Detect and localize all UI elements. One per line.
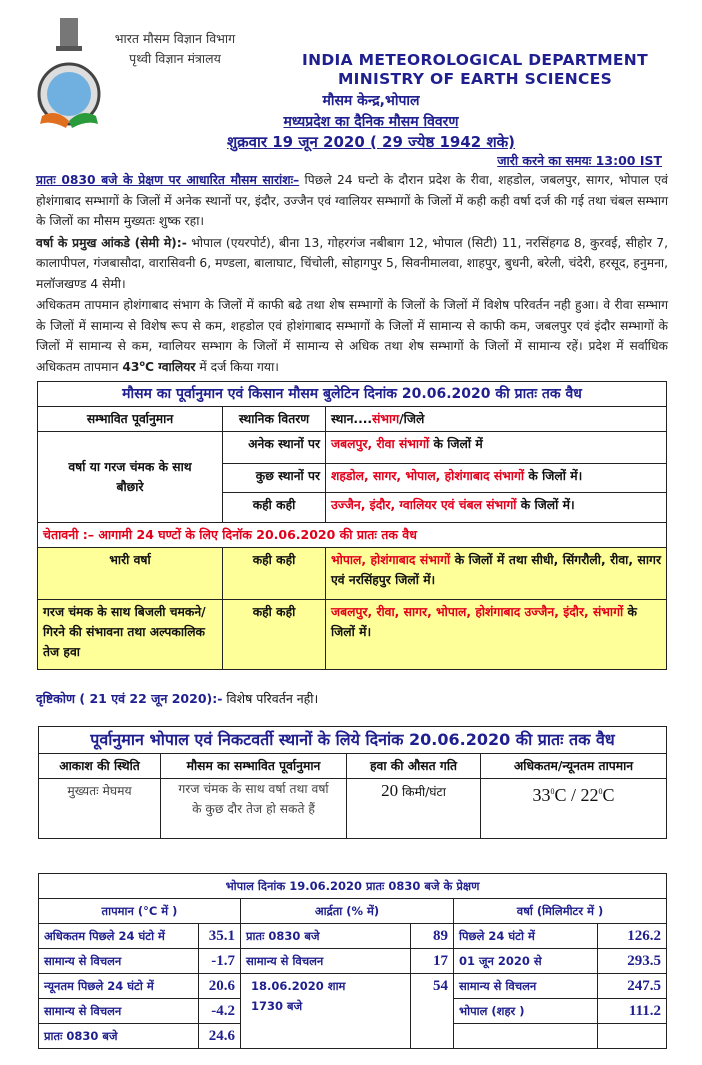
temp-label: सामान्य से विचलन (39, 999, 199, 1024)
col3-a: स्थान.... (331, 412, 373, 426)
weather-summary (36, 170, 668, 232)
rain-value: 126.2 (598, 924, 667, 949)
temp-label: न्यूनतम पिछले 24 घंटो में (39, 974, 199, 999)
distribution-cell: कही कही (223, 493, 326, 523)
centre-name: मौसम केन्द्र,भोपाल (322, 93, 420, 109)
temperature-text: अधिकतम तापमान होशंगाबाद संभाग के जिलों में काफी बढे तथा शेष सम्भागों के जिलों के जिलों में विशेष परिवर्तन नही हुआ। वे रीवा सम्भाग के जिलों में सामान्य से विशेष रूप से कम, शहडोल एवं होशंगाबाद सम्भागों के जिलों में सामान्य से काफी कम, जबलपुर एवं इंदौर सम्भागों के जिलों में सामान्य से कम, ग्वालियर सम्भाग के जिलों में सामान्य से अधिक तथा शेष सम्भागों के जिलों में सामान्य रहें। प्रदेश में सर्वाधिक अधिकतम तापमान (36, 298, 668, 374)
temp-label: प्रातः 0830 बजे (39, 1024, 199, 1049)
max-temp-tail: में दर्ज किया गया। (195, 359, 279, 374)
col3-c: /जिले (399, 412, 425, 426)
bhopal-forecast-table (38, 726, 667, 839)
rain-label: 01 जून 2020 से (454, 949, 598, 974)
warning-title: चेतावनी :– आगामी 24 घण्टों के लिए दिनॉक 20.06.2020 की प्रातः तक वैध (38, 523, 667, 548)
col3-b: संभाग (372, 412, 400, 426)
header-weather: मौसम का सम्भावित पूर्वानुमान (161, 754, 347, 779)
temperature-header: तापमान (°C में ) (39, 899, 241, 924)
summary-label: प्रातः 0830 बजे के प्रेक्षण पर आधारित मौसम सारांशः– (36, 173, 300, 187)
temp-value: 24.6 (199, 1024, 241, 1049)
report-body (36, 170, 668, 1065)
max-min-temperature: $33^0C / 22^0C$ (481, 779, 667, 839)
rainfall-text: भोपाल (एयरपोर्ट), बीना 13, गोहरगंज नबीबाग 12, भोपाल (सिटी) 11, नरसिंहगढ 8, कुरवई, सीहोर 7, कालापीपल, गंजबासौदा, वारासिवनी 6, मण्डला, बालाघाट, चिंचोली, सोहागपुर 5, सिवनीमालवा, शाहपुर, बुधनी, बरेली, चंदेरी, हरसूद, हनुमना, मलॉजखण्ड 4 सेमी। (36, 235, 668, 291)
places-black: के जिलों में (429, 437, 483, 451)
min-temp: 22 (580, 785, 599, 805)
warning-phenomenon: गरज चंमक के साथ बिजली चमकने/गिरने की संभावना तथा अल्पकालिक तेज हवा (38, 600, 223, 670)
rain-value: 247.5 (598, 974, 667, 999)
rainfall-header: वर्षा (मिलिमीटर में ) (454, 899, 667, 924)
temp-label: सामान्य से विचलन (39, 949, 199, 974)
weather-forecast: गरज चंमक के साथ वर्षा तथा वर्षा के कुछ दौर तेज हो सकते हैं (161, 779, 347, 839)
humidity-value: 17 (411, 949, 454, 974)
distribution-cell: कुछ स्थानों पर (223, 464, 326, 493)
ministry-name-english: MINISTRY OF EARTH SCIENCES (337, 70, 613, 88)
rainfall-label: वर्षा के प्रमुख आंकडे (सेमी मे):- (36, 235, 187, 250)
rain-value: 111.2 (598, 999, 667, 1024)
ministry-name-hindi: पृथ्वी विज्ञान मंत्रालय (129, 51, 221, 66)
humidity-value: 89 (411, 924, 454, 949)
max-temp-value: 43 (122, 359, 140, 374)
outlook (36, 690, 668, 708)
places-red: उज्जैन, इंदौर, ग्वालियर एवं चंबल संभागों (331, 498, 517, 512)
forecast-table (37, 381, 667, 670)
empty-cell (454, 1024, 598, 1049)
warning-places (326, 548, 667, 600)
col-header-forecast: सम्भावित पूर्वानुमान (38, 407, 223, 432)
warning-places-black: के जिलों में। (331, 605, 637, 639)
report-date: शुक्रवार 19 जून 2020 ( 29 ज्येष्ठ 1942 शके) (226, 133, 516, 151)
forecast-table-title: मौसम का पूर्वानुमान एवं किसान मौसम बुलेटिन दिनांक 20.06.2020 की प्रातः तक वैध (38, 382, 667, 407)
wind-unit: किमी/घंटा (398, 785, 446, 799)
header-temperature: अधिकतम/न्यूनतम तापमान (481, 754, 667, 779)
places-cell (326, 464, 667, 493)
temp-value: 20.6 (199, 974, 241, 999)
humidity-value: 54 (411, 974, 454, 1049)
max-temp-unit: C (144, 359, 154, 374)
humidity-header: आर्द्रता (% में) (241, 899, 454, 924)
dept-name-hindi: भारत मौसम विज्ञान विभाग (114, 31, 236, 46)
header-sky: आकाश की स्थिति (39, 754, 161, 779)
places-red: शहडोल, सागर, भोपाल, होशंगाबाद संभागों (331, 469, 525, 483)
col-header-distribution: स्थानिक वितरण (223, 407, 326, 432)
header-wind: हवा की औसत गति (347, 754, 481, 779)
wind-speed (347, 779, 481, 839)
rain-label: सामान्य से विचलन (454, 974, 598, 999)
outlook-label: दृष्टिकोण ( 21 एवं 22 जून 2020):- (36, 691, 223, 706)
rain-label: पिछले 24 घंटो में (454, 924, 598, 949)
observations-table (38, 873, 667, 1049)
temp-value: -4.2 (199, 999, 241, 1024)
places-red: जबलपुर, रीवा संभागों (331, 437, 430, 451)
temp-value: -1.7 (199, 949, 241, 974)
temp-value: 35.1 (199, 924, 241, 949)
observations-title: भोपाल दिनांक 19.06.2020 प्रातः 0830 बजे के प्रेक्षण (39, 874, 667, 899)
bhopal-forecast-title: पूर्वानुमान भोपाल एवं निकटवर्ती स्थानों के लिये दिनांक 20.06.2020 की प्रातः तक वैध (39, 727, 667, 754)
rain-label: भोपाल (शहर ) (454, 999, 598, 1024)
warning-places-red: भोपाल, होशंगाबाद संभागों (331, 553, 451, 567)
sky-condition: मुख्यतः मेघमय (39, 779, 161, 839)
places-black: के जिलों में। (516, 498, 575, 512)
wind-value: 20 (381, 781, 399, 800)
places-cell (326, 432, 667, 464)
rainfall-summary (36, 233, 668, 295)
temp-label: अधिकतम पिछले 24 घंटो में (39, 924, 199, 949)
warning-places-black: के जिलों में तथा सीधी, सिंगरौली, रीवा, सागर एवं नरसिंहपुर जिलों में। (331, 553, 661, 587)
distribution-cell: अनेक स्थानों पर (223, 432, 326, 464)
temperature-summary: अधिकतम तापमान होशंगाबाद संभाग के जिलों में काफी बढे तथा शेष सम्भागों के जिलों के जिलों में विशेष परिवर्तन नही हुआ। वे रीवा सम्भाग के जिलों में सामान्य से विशेष रूप से कम, शहडोल एवं होशंगाबाद सम्भागों के जिलों में सामान्य से काफी कम, जबलपुर एवं इंदौर सम्भागों के जिलों में सामान्य से कम, ग्वालियर सम्भाग के जिलों में सामान्य से अधिक तथा शेष सम्भागों के जिलों में सामान्य रहें। प्रदेश में सर्वाधिक अधिकतम तापमान 43$^o$C ग्वालियर में दर्ज किया गया। (36, 298, 668, 374)
warning-distribution: कही कही (223, 600, 326, 670)
humidity-label: 18.06.2020 शाम 1730 बजे (241, 974, 411, 1049)
humidity-label: प्रातः 0830 बजे (241, 924, 411, 949)
phenomenon-cell: वर्षा या गरज चंमक के साथ बौछारे (38, 432, 223, 523)
issue-time: जारी करने का समयः 13:00 IST (497, 153, 662, 168)
max-temp: 33 (532, 785, 551, 805)
rain-value: 293.5 (598, 949, 667, 974)
warning-places-red: जबलपुर, रीवा, सागर, भोपाल, होशंगाबाद उज्जैन, इंदौर, संभागों (331, 605, 624, 619)
places-cell (326, 493, 667, 523)
max-temp-place: ग्वालियर (153, 359, 196, 374)
outlook-text: विशेष परिवर्तन नही। (222, 691, 319, 706)
report-title: मध्यप्रदेश का दैनिक मौसम विवरण (283, 114, 459, 130)
empty-cell (598, 1024, 667, 1049)
places-black: के जिलों में। (524, 469, 583, 483)
col-header-places (326, 407, 667, 432)
humidity-label: सामान्य से विचलन (241, 949, 411, 974)
warning-distribution: कही कही (223, 548, 326, 600)
warning-places (326, 600, 667, 670)
summary-text: पिछले 24 घन्टो के दौरान प्रदेश के रीवा, शहडोल, जबलपुर, सागर, भोपाल एवं होशंगाबाद सम्भागों के जिलों में अनेक स्थानों पर, इंदौर, उज्जैन एवं ग्वालियर सम्भागों के जिलों में कही कही वर्षा दर्ज की गई तथा चंबल सम्भाग के जिलों का मौसम मुख्यतः शुष्क रहा। (36, 173, 668, 228)
warning-phenomenon: भारी वर्षा (38, 548, 223, 600)
dept-name-english: INDIA METEOROLOGICAL DEPARTMENT (302, 51, 648, 69)
